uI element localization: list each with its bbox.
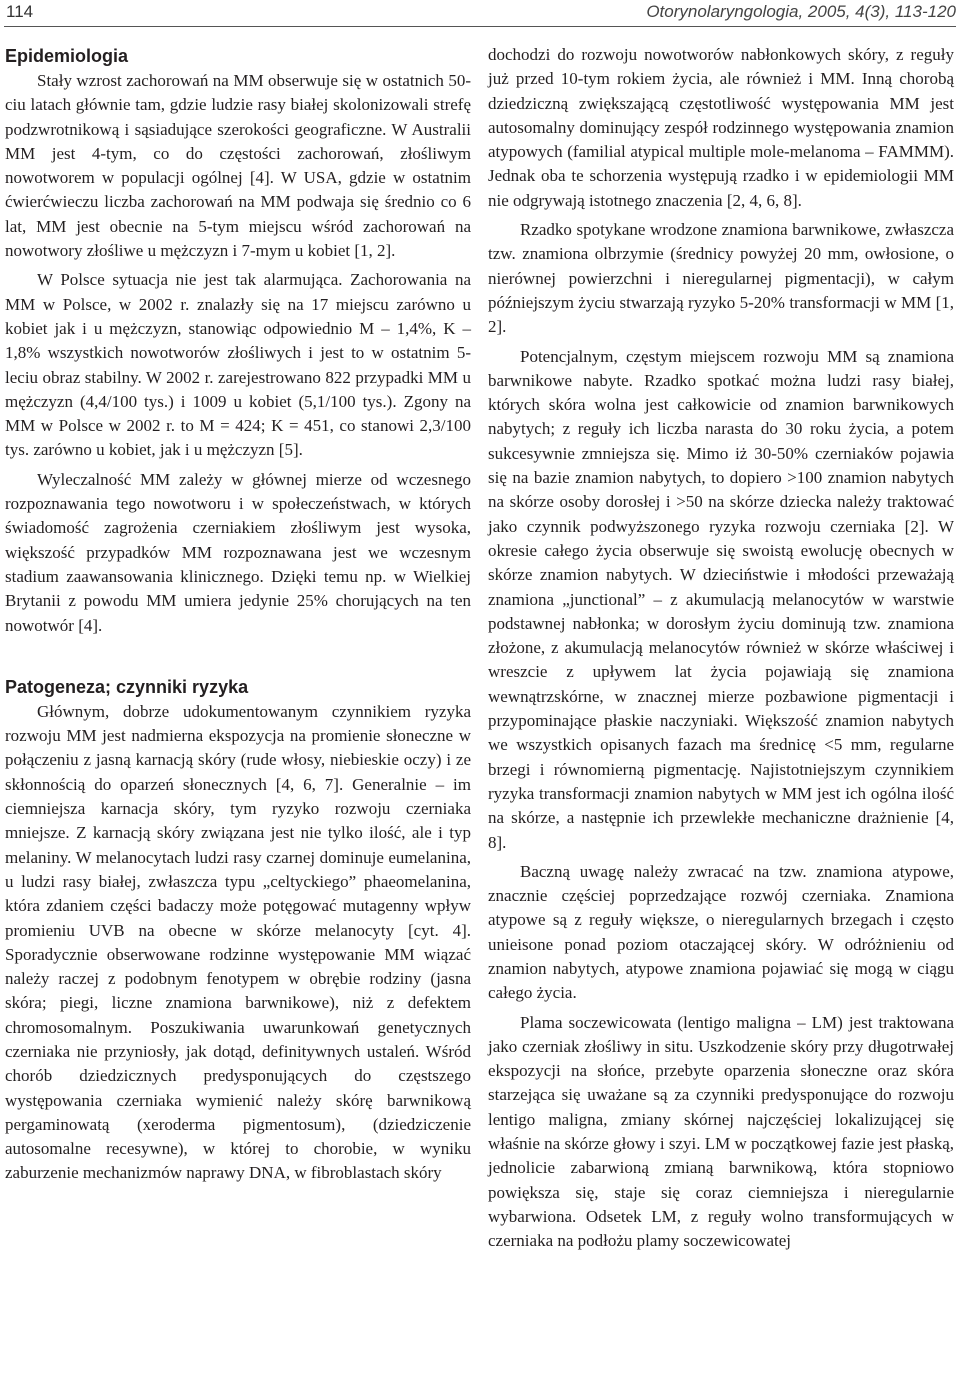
paragraph: dochodzi do rozwoju nowotworów nabłonkowych skóry, z reguły już przed 10-tym rokiem życia, ale również i MM. Inną chorobą dziedziczną zwiększającą częstotliwość występowania MM jest autosomalny dominujący zespół rodzinnego występowania znamion atypowych (familial atypical multiple mole-melanoma – FAMMM). Jednak oba te schorzenia występują rzadko i w epidemiologii MM nie odgrywają istotnego znaczenia [2, 4, 6, 8]. [488,45,954,210]
paragraph: W Polsce sytuacja nie jest tak alarmująca. Zachorowania na MM w Polsce, w 2002 r. znalazły się na 17 miejscu zarówno u kobiet jak i u mężczyzn, stanowiąc odpowiednio M – 1,4%, K – 1,8% wszystkich nowotworów złośliwych i jest to w ostatnim 5-leciu obraz stabilny. W 2002 r. zarejestrowano 822 przypadki MM u mężczyzn (4,4/100 tys.) i 1009 u kobiet (5,1/100 tys.). Zgony na MM w Polsce w 2002 r. to M = 424; K = 451, co stanowi 2,3/100 tys. zarówno u kobiet, jak i u mężczyzn [5]. [5,270,471,460]
paragraph: Stały wzrost zachorowań na MM obserwuje się w ostatnich 50-ciu latach głównie tam, gdzie ludzie rasy białej skolonizowali strefę podzwrotnikową i sąsiadujące szerokości geograficzne. W Australii MM jest 4-tym, co do częstości zachorowań, złośliwym nowotworem w populacji ogólnej [4]. W USA, gdzie w ostatnim ćwierćwieczu liczba zachorowań na MM podwaja się średnio co 6 lat, MM jest obecnie na 5-tym miejscu wśród zachorowań na nowotwory złośliwe u mężczyzn i 7-mym u kobiet [1, 2]. [5,71,471,261]
page-number: 114 [6,2,34,21]
paragraph: Rzadko spotykane wrodzone znamiona barwnikowe, zwłaszcza tzw. znamiona olbrzymie (średnicy powyżej 20 mm, owłosione, o nierównej powierzchni i nieregularnej pigmentacji), w całym późniejszym życiu stwarzają ryzyko 5-20% transformacji w MM [1, 2]. [488,220,954,337]
paragraph: Plama soczewicowata (lentigo maligna – LM) jest traktowana jako czerniak złośliwy in situ. Uszkodzenie skóry przy długotrwałej ekspozycji na słońce, przebyte oparzenia słoneczne oraz skóra starzejąca się uważane są za czynniki predysponujące do rozwoju lentigo maligna, zmiany skórnej najczęściej lokalizującej się właśnie na skórze głowy i szyi. LM w początkowej fazie jest płaską, jednolicie zabarwioną zmianą barwnikową, która stopniowo powiększa się, staje się coraz ciemniejsza i nieregularnie wybarwiona. Odsetek LM, z reguły wolno transformujących w czerniaka na podłożu plamy soczewicowatej [488,1012,954,1251]
header-rule [4,26,956,27]
left-column [5,43,471,1186]
paragraph: Potencjalnym, częstym miejscem rozwoju MM są znamiona barwnikowe nabyte. Rzadko spotkać można ludzi rasy białej, których skóra wolna jest całkowicie od znamion barwnikowych nabytych; z reguły ich liczba narasta do 30 roku życia, a potem sukcesywnie zmniejsza się. Mimo iż 30-50% czerniaków pojawia się na bazie znamion nabytych, to dopiero >100 znamion nabytych na skórze osoby dorosłej i >50 na skórze dziecka należy traktować jako czynnik podwyższonego ryzyka rozwoju czerniaka [2]. W okresie całego życia obserwuje się swoistą ewolucję obecnych w skórze znamion nabytych. W dzieciństwie i młodości przeważają znamiona „junctional” – z akumulacją melanocytów w warstwie podstawnej nabłonka; w dorosłym życiu dominują tzw. znamiona złożone, z akumulacją melanocytów również w skórze właściwej i wreszcie z upływem lat życia pojawiają się znamiona wewnątrzskórne, w znacznej mierze pozbawione pigmentacji i przypominające płaskie naczyniaki. Większość znamion nabytych we wszystkich opisanych fazach ma średnicę <5 mm, regularne brzegi i równomierną pigmentację. Najistotniejszym czynnikiem ryzyka transformacji znamion nabytych w MM jest ich ogólna ilość na skórze, a następnie ich przewlekłe mechaniczne drażnienie [4, 8]. [488,346,954,852]
journal-citation: Otorynolaryngologia, 2005, 4(3), 113-120 [646,2,956,21]
right-column [488,43,954,1254]
paragraph: Baczną uwagę należy zwracać na tzw. znamiona atypowe, znacznie częściej poprzedzające rozwój czerniaka. Znamiona atypowe są z reguły większe, o nieregularnych brzegach i często unieisone ponad poziom otaczającej skóry. W odróżnieniu od znamion nabytych, atypowe znamiona pojawiać się mogą w ciągu całego życia. [488,861,954,1003]
page-header [0,0,960,32]
paragraph: Wyleczalność MM zależy w głównej mierze od wczesnego rozpoznawania tego nowotworu i w społeczeństwach, w których świadomość zagrożenia czerniakiem złośliwym jest wysoka, większość przypadków MM rozpoznawana jest we wczesnym stadium zaawansowania klinicznego. Dzięki temu np. w Wielkiej Brytanii z powodu MM umiera jedynie 25% chorujących na ten nowotwór [4]. [5,469,471,635]
section-heading-epidemiology: Epidemiologia [5,46,129,66]
section-heading-pathogenesis: Patogeneza; czynniki ryzyka [5,676,249,697]
paragraph: Głównym, dobrze udokumentowanym czynnikiem ryzyka rozwoju MM jest nadmierna ekspozycja na promienie słoneczne w połączeniu z jasną karnacją skóry (rude włosy, niebieskie oczy) i ze skłonnością do oparzeń słonecznych [4, 6, 7]. Generalnie – im ciemniejsza karnacja skóry, tym ryzyko rozwoju czerniaka mniejsze. Z karnacją skóry związana jest nie tylko ilość, ale i typ melaniny. W melanocytach ludzi rasy czarnej dominuje eumelanina, u ludzi rasy białej, zwłaszcza typu „celtyckiego” phaeomelanina, która zdaniem części badaczy może potęgować mutagenny wpływ promieniu UVB na obecne w skórze melanocyty [cyt. 4]. Sporadycznie obserwowane rodzinne występowanie MM wiązać należy raczej z podobnym fenotypem w obrębie rodziny (jasna skóra; piegi, liczne znamiona barwnikowe), niż z defektem chromosomalnym. Poszukiwania uwarunkowań genetycznych czerniaka nie przyniosły, jak dotąd, definitywnych ustaleń. Wśród chorób dziedzicznych predysponujących do częstszego występowania czerniaka wymienić należy skórę barwnikową pergaminowatą (xeroderma pigmentosum), (dziedziczenie autosomalne recesywne), w której to chorobie, w wyniku zaburzenie mechanizmów naprawy DNA, w fibroblastach skóry [5,701,471,1183]
